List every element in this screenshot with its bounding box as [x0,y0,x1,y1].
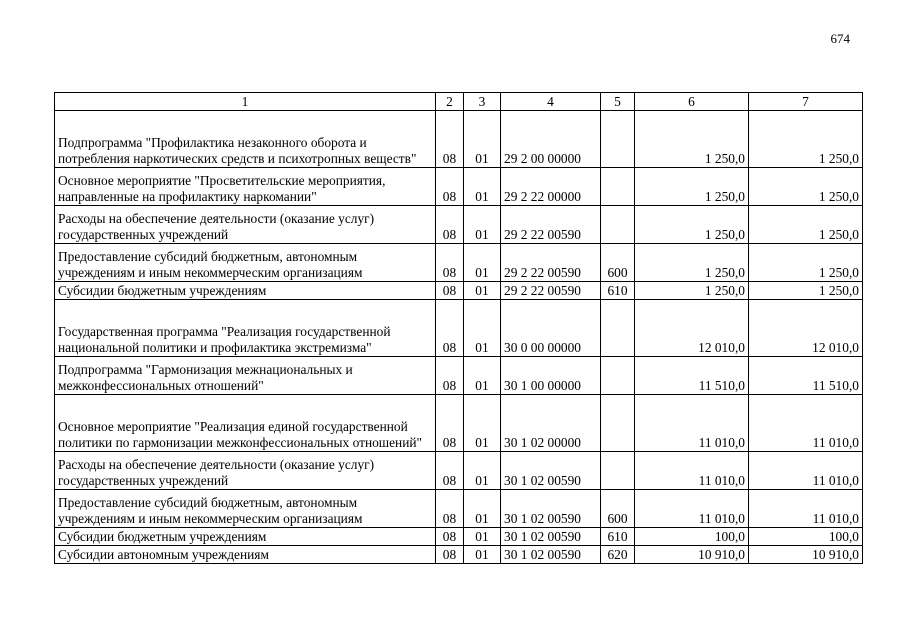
row-subsection: 01 [464,111,501,168]
row-section: 08 [436,282,464,300]
row-year2-amount: 10 910,0 [749,546,863,564]
row-name: Государственная программа "Реализация государственной национальной политики и профилактика экстремизма" [55,300,436,357]
table-row [55,452,863,490]
row-expense-type [601,300,635,357]
row-year2-amount: 11 010,0 [749,395,863,452]
row-year2-amount: 11 010,0 [749,490,863,528]
page-number: 674 [830,31,850,46]
row-section: 08 [436,168,464,206]
row-expense-type: 610 [601,282,635,300]
header-col-3: 3 [464,93,501,111]
row-year1-amount: 100,0 [635,528,749,546]
row-name: Предоставление субсидий бюджетным, автономным учреждениям и иным некоммерческим организациям [55,244,436,282]
table-row [55,490,863,528]
row-name: Субсидии бюджетным учреждениям [55,528,436,546]
row-expense-type [601,168,635,206]
row-section: 08 [436,111,464,168]
row-year1-amount: 11 010,0 [635,452,749,490]
table-row [55,111,863,168]
table-row [55,357,863,395]
row-section: 08 [436,452,464,490]
row-name: Расходы на обеспечение деятельности (оказание услуг) государственных учреждений [55,452,436,490]
row-name: Субсидии автономным учреждениям [55,546,436,564]
row-subsection: 01 [464,244,501,282]
table-row [55,300,863,357]
row-year1-amount: 1 250,0 [635,244,749,282]
row-year1-amount: 11 010,0 [635,395,749,452]
row-year1-amount: 1 250,0 [635,168,749,206]
row-section: 08 [436,244,464,282]
row-section: 08 [436,546,464,564]
row-year2-amount: 1 250,0 [749,168,863,206]
row-target-article: 29 2 22 00590 [501,282,601,300]
header-col-7: 7 [749,93,863,111]
row-year2-amount: 100,0 [749,528,863,546]
row-target-article: 30 1 02 00000 [501,395,601,452]
row-subsection: 01 [464,168,501,206]
row-expense-type [601,452,635,490]
row-section: 08 [436,206,464,244]
row-expense-type [601,206,635,244]
row-name: Расходы на обеспечение деятельности (оказание услуг) государственных учреждений [55,206,436,244]
row-year1-amount: 11 510,0 [635,357,749,395]
row-subsection: 01 [464,357,501,395]
row-subsection: 01 [464,395,501,452]
row-expense-type: 600 [601,490,635,528]
header-col-6: 6 [635,93,749,111]
row-name: Подпрограмма "Гармонизация межнациональных и межконфессиональных отношений" [55,357,436,395]
row-target-article: 29 2 22 00590 [501,244,601,282]
row-target-article: 30 1 02 00590 [501,546,601,564]
row-subsection: 01 [464,452,501,490]
row-subsection: 01 [464,490,501,528]
row-year1-amount: 1 250,0 [635,111,749,168]
header-col-2: 2 [436,93,464,111]
row-section: 08 [436,395,464,452]
table-row [55,206,863,244]
row-year1-amount: 1 250,0 [635,282,749,300]
row-year1-amount: 10 910,0 [635,546,749,564]
row-name: Основное мероприятие "Реализация единой государственной политики по гармонизации межконфессиональных отношений" [55,395,436,452]
row-section: 08 [436,490,464,528]
row-target-article: 30 1 02 00590 [501,528,601,546]
header-col-1: 1 [55,93,436,111]
table-row [55,282,863,300]
table-header-row [55,93,863,111]
row-subsection: 01 [464,282,501,300]
row-target-article: 30 1 02 00590 [501,490,601,528]
row-section: 08 [436,357,464,395]
row-target-article: 30 1 02 00590 [501,452,601,490]
table-row [55,244,863,282]
row-name: Предоставление субсидий бюджетным, автономным учреждениям и иным некоммерческим организациям [55,490,436,528]
table-row [55,546,863,564]
row-year1-amount: 12 010,0 [635,300,749,357]
row-name: Основное мероприятие "Просветительские мероприятия, направленные на профилактику наркомании" [55,168,436,206]
row-section: 08 [436,300,464,357]
row-target-article: 29 2 22 00000 [501,168,601,206]
row-year2-amount: 12 010,0 [749,300,863,357]
header-col-4: 4 [501,93,601,111]
table-row [55,395,863,452]
row-target-article: 29 2 22 00590 [501,206,601,244]
row-year2-amount: 1 250,0 [749,206,863,244]
table-row [55,168,863,206]
row-year1-amount: 11 010,0 [635,490,749,528]
row-expense-type [601,111,635,168]
row-expense-type [601,395,635,452]
row-target-article: 30 0 00 00000 [501,300,601,357]
row-subsection: 01 [464,546,501,564]
row-subsection: 01 [464,206,501,244]
table-body [55,111,863,564]
row-target-article: 30 1 00 00000 [501,357,601,395]
budget-table [54,92,863,564]
row-year2-amount: 1 250,0 [749,244,863,282]
row-expense-type: 610 [601,528,635,546]
row-subsection: 01 [464,300,501,357]
row-expense-type [601,357,635,395]
row-subsection: 01 [464,528,501,546]
row-year2-amount: 1 250,0 [749,282,863,300]
row-name: Подпрограмма "Профилактика незаконного оборота и потребления наркотических средств и психотропных веществ" [55,111,436,168]
row-year2-amount: 11 510,0 [749,357,863,395]
row-expense-type: 620 [601,546,635,564]
row-target-article: 29 2 00 00000 [501,111,601,168]
row-year1-amount: 1 250,0 [635,206,749,244]
row-expense-type: 600 [601,244,635,282]
table-row [55,528,863,546]
row-name: Субсидии бюджетным учреждениям [55,282,436,300]
row-section: 08 [436,528,464,546]
row-year2-amount: 11 010,0 [749,452,863,490]
header-col-5: 5 [601,93,635,111]
row-year2-amount: 1 250,0 [749,111,863,168]
